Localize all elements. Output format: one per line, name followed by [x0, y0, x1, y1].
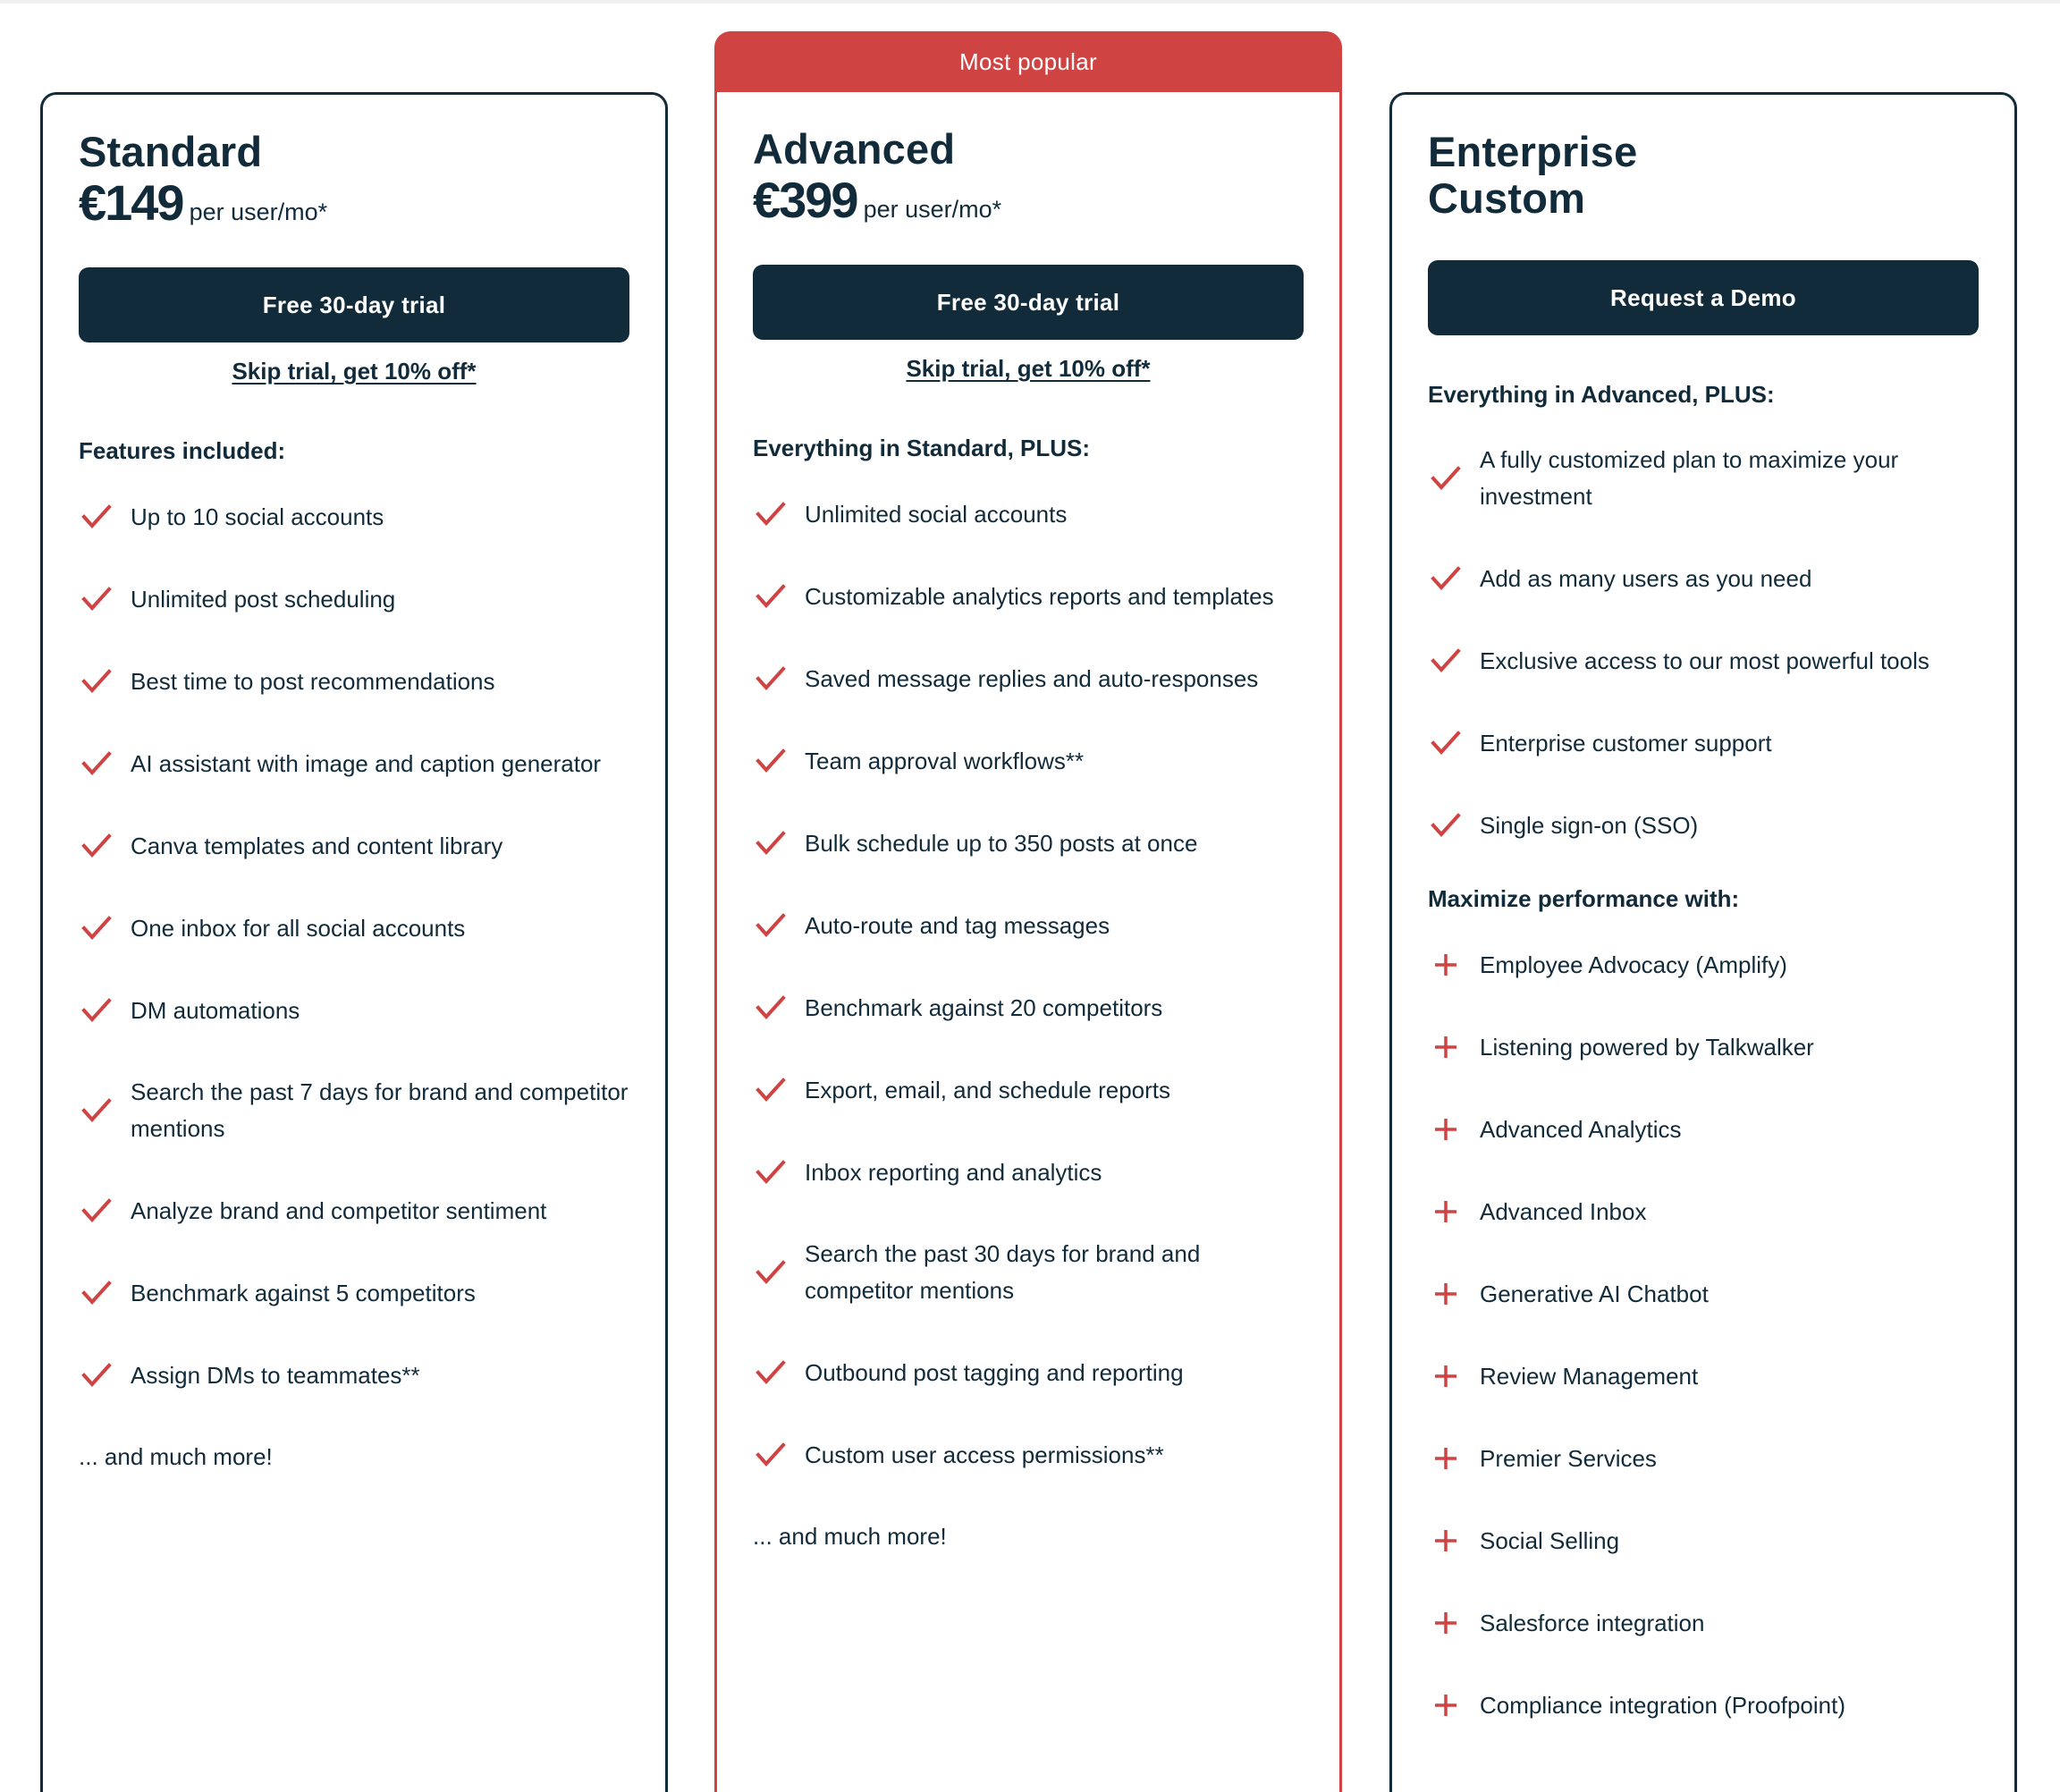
feature-item — [79, 663, 629, 700]
addon-item — [1428, 1604, 1979, 1642]
skip-trial-link[interactable]: Skip trial, get 10% off* — [906, 355, 1151, 382]
check-icon — [79, 746, 114, 782]
feature-text: Outbound post tagging and reporting — [805, 1358, 1184, 1386]
feature-item — [79, 992, 629, 1029]
check-icon — [753, 661, 789, 697]
feature-text: Premier Services — [1480, 1444, 1657, 1472]
check-icon — [79, 910, 114, 946]
feature-item — [79, 1192, 629, 1230]
feature-text: Analyze brand and competitor sentiment — [131, 1196, 547, 1224]
addon-item — [1428, 1686, 1979, 1724]
addon-item — [1428, 1522, 1979, 1560]
feature-item — [753, 989, 1304, 1027]
plus-icon — [1428, 1358, 1464, 1394]
plan-price: Custom — [1428, 174, 1586, 222]
feature-text: Exclusive access to our most powerful tools — [1480, 647, 1929, 674]
feature-text: Salesforce integration — [1480, 1609, 1705, 1636]
check-icon — [753, 1154, 789, 1190]
plus-icon — [1428, 1523, 1464, 1559]
feature-list — [753, 495, 1304, 1474]
check-icon — [753, 1072, 789, 1108]
feature-text: Social Selling — [1480, 1526, 1620, 1554]
feature-item — [79, 827, 629, 865]
feature-text: Inbox reporting and analytics — [805, 1158, 1102, 1186]
check-icon — [79, 993, 114, 1028]
plan-name: Advanced — [753, 125, 956, 173]
check-icon — [79, 1357, 114, 1393]
plus-icon — [1428, 1687, 1464, 1723]
plus-icon — [1428, 1029, 1464, 1065]
more-features-note: ... and much more! — [753, 1523, 947, 1550]
feature-item — [79, 745, 629, 782]
feature-text: Saved message replies and auto-responses — [805, 664, 1259, 692]
addon-item — [1428, 1275, 1979, 1313]
feature-text: Benchmark against 20 competitors — [805, 993, 1163, 1021]
feature-item — [1428, 642, 1979, 680]
check-icon — [753, 825, 789, 861]
check-icon — [1428, 561, 1464, 596]
feature-item — [753, 907, 1304, 944]
feature-item — [1428, 807, 1979, 844]
feature-text: Generative AI Chatbot — [1480, 1280, 1709, 1307]
feature-item — [79, 1357, 629, 1394]
feature-item — [79, 909, 629, 947]
addon-item — [1428, 1111, 1979, 1148]
price-row — [79, 174, 629, 231]
plus-icon — [1428, 1276, 1464, 1312]
feature-text: Bulk schedule up to 350 posts at once — [805, 829, 1198, 857]
feature-text: Benchmark against 5 competitors — [131, 1279, 476, 1306]
addon-item — [1428, 1193, 1979, 1230]
feature-text: Assign DMs to teammates** — [131, 1361, 420, 1389]
plan-card-enterprise — [1389, 92, 2017, 1792]
feature-text: Auto-route and tag messages — [805, 911, 1110, 939]
check-icon — [79, 581, 114, 617]
plan-price: €399 — [753, 172, 857, 228]
check-icon — [79, 1093, 114, 1128]
feature-item — [753, 1154, 1304, 1191]
addon-item — [1428, 1440, 1979, 1477]
plan-card-standard — [40, 92, 668, 1792]
feature-list — [1428, 442, 1979, 844]
feature-text: Canva templates and content library — [131, 832, 503, 859]
feature-item — [79, 1274, 629, 1312]
check-icon — [753, 990, 789, 1026]
plan-name: Standard — [79, 128, 263, 175]
feature-text: Search the past 30 days for brand and competitor mentions — [805, 1240, 1201, 1304]
feature-item — [753, 1071, 1304, 1109]
feature-text: Single sign-on (SSO) — [1480, 811, 1699, 839]
feature-list — [79, 498, 629, 1394]
feature-text: Unlimited post scheduling — [131, 585, 396, 613]
top-divider — [0, 0, 2060, 4]
feature-text: Search the past 7 days for brand and competitor mentions — [131, 1078, 629, 1142]
feature-text: Best time to post recommendations — [131, 667, 495, 695]
feature-text: A fully customized plan to maximize your investment — [1480, 446, 1899, 510]
plan-price: €149 — [79, 174, 183, 231]
feature-item — [79, 580, 629, 618]
check-icon — [1428, 807, 1464, 843]
plus-icon — [1428, 1194, 1464, 1230]
feature-text: Employee Advocacy (Amplify) — [1480, 951, 1787, 978]
feature-text: Advanced Analytics — [1480, 1115, 1682, 1143]
check-icon — [753, 908, 789, 943]
addon-item — [1428, 1028, 1979, 1066]
feature-item — [753, 578, 1304, 615]
check-icon — [753, 579, 789, 614]
check-icon — [753, 496, 789, 532]
check-icon — [753, 743, 789, 779]
feature-text: Enterprise customer support — [1480, 729, 1772, 757]
feature-text: Export, email, and schedule reports — [805, 1076, 1170, 1103]
price-unit: per user/mo* — [189, 199, 328, 225]
feature-item — [753, 824, 1304, 862]
check-icon — [79, 499, 114, 535]
check-icon — [753, 1437, 789, 1473]
feature-text: Customizable analytics reports and templates — [805, 582, 1274, 610]
check-icon — [79, 1275, 114, 1311]
feature-item — [753, 1436, 1304, 1474]
feature-text: Review Management — [1480, 1362, 1699, 1390]
skip-trial-link[interactable]: Skip trial, get 10% off* — [232, 358, 477, 385]
feature-item — [1428, 560, 1979, 597]
request-demo-button[interactable]: Request a Demo — [1428, 260, 1979, 335]
check-icon — [1428, 725, 1464, 761]
feature-item — [79, 1074, 629, 1147]
feature-text: Listening powered by Talkwalker — [1480, 1033, 1814, 1061]
check-icon — [753, 1255, 789, 1290]
check-icon — [753, 1355, 789, 1390]
feature-text: Team approval workflows** — [805, 747, 1085, 774]
plus-icon — [1428, 1441, 1464, 1476]
features-heading: Everything in Standard, PLUS: — [753, 435, 1091, 461]
features-heading: Everything in Advanced, PLUS: — [1428, 381, 1775, 408]
addon-item — [1428, 1357, 1979, 1395]
most-popular-badge: Most popular — [714, 31, 1342, 93]
plan-name: Enterprise — [1428, 128, 1638, 175]
addon-item — [1428, 946, 1979, 984]
feature-text: Custom user access permissions** — [805, 1441, 1164, 1468]
feature-item — [753, 1354, 1304, 1391]
feature-text: DM automations — [131, 996, 300, 1024]
feature-text: Compliance integration (Proofpoint) — [1480, 1691, 1845, 1719]
plus-icon — [1428, 947, 1464, 983]
addon-list — [1428, 946, 1979, 1724]
feature-text: Add as many users as you need — [1480, 564, 1812, 592]
feature-item — [753, 495, 1304, 533]
addons-heading: Maximize performance with: — [1428, 885, 1740, 912]
plus-icon — [1428, 1605, 1464, 1641]
feature-item — [753, 660, 1304, 697]
price-unit: per user/mo* — [863, 196, 1002, 223]
check-icon — [1428, 461, 1464, 496]
plus-icon — [1428, 1112, 1464, 1147]
price-row — [753, 174, 1304, 226]
free-trial-button[interactable]: Free 30-day trial — [753, 265, 1304, 340]
feature-text: AI assistant with image and caption generator — [131, 749, 602, 777]
feature-item — [1428, 442, 1979, 515]
feature-item — [753, 1236, 1304, 1309]
feature-text: Unlimited social accounts — [805, 500, 1068, 528]
feature-item — [753, 742, 1304, 780]
more-features-note: ... and much more! — [79, 1443, 273, 1470]
feature-text: One inbox for all social accounts — [131, 914, 466, 942]
plan-card-advanced — [714, 92, 1342, 1792]
feature-text: Up to 10 social accounts — [131, 503, 384, 530]
features-heading: Features included: — [79, 437, 286, 464]
free-trial-button[interactable]: Free 30-day trial — [79, 267, 629, 342]
check-icon — [79, 664, 114, 699]
check-icon — [79, 1193, 114, 1229]
feature-item — [1428, 724, 1979, 762]
check-icon — [1428, 643, 1464, 679]
feature-text: Advanced Inbox — [1480, 1197, 1647, 1225]
feature-item — [79, 498, 629, 536]
check-icon — [79, 828, 114, 864]
